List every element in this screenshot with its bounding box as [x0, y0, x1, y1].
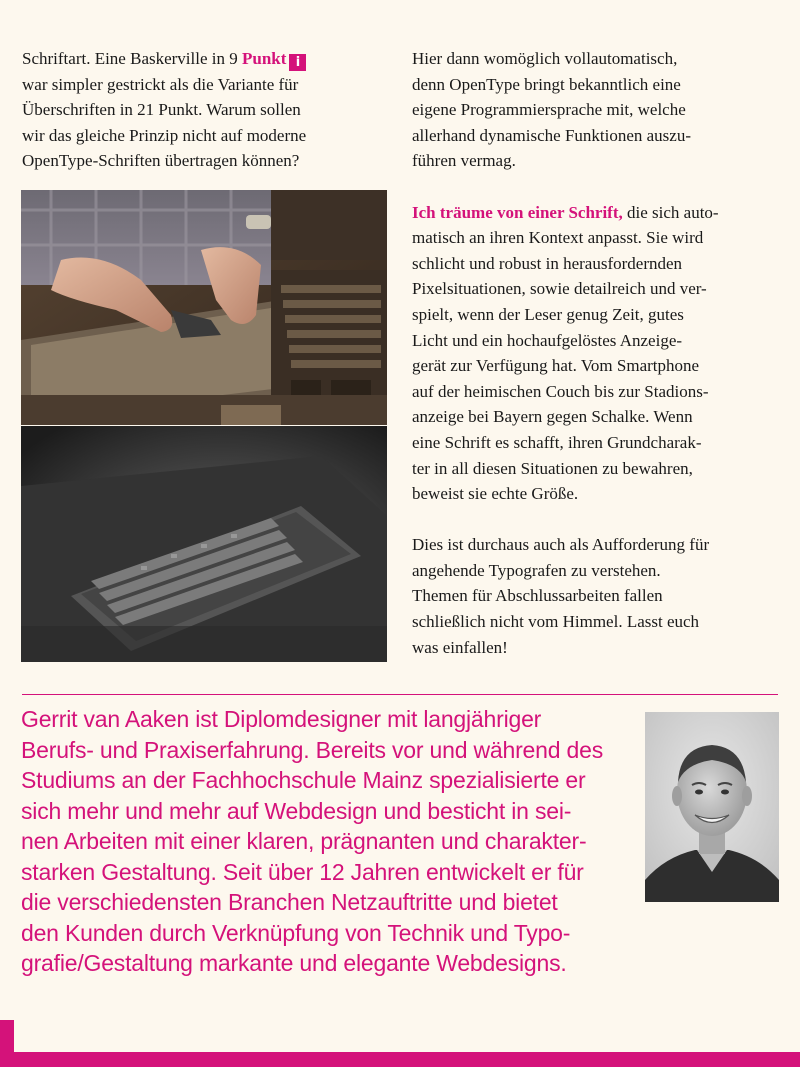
page-edge-marker	[0, 1020, 14, 1052]
text-line: Hier dann womöglich vollautomatisch,	[412, 49, 678, 68]
right-column-text	[412, 46, 784, 660]
text-line: wir das gleiche Prinzip nicht auf moderne	[22, 125, 307, 145]
text-line: Dies ist durchaus auch als Aufforderung für	[412, 535, 710, 555]
left-column-text	[22, 46, 390, 174]
letterpress-hands-image	[21, 190, 387, 425]
text-line: Pixelsituationen, sowie detailreich und ver-	[412, 279, 707, 299]
section-divider	[22, 694, 778, 695]
lead-phrase: Ich träume von einer Schrift,	[412, 202, 623, 222]
text-line: auf der heimischen Couch bis zur Stadions-	[412, 381, 709, 401]
text-line: Schriftart. Eine Baskerville in 9 Punkt i	[22, 46, 390, 72]
text-line: schließlich nicht vom Himmel. Lasst euch	[412, 612, 700, 632]
info-icon[interactable]: i	[289, 54, 306, 71]
bio-line: den Kunden durch Verknüpfung von Technik und Typo-	[21, 919, 571, 946]
text-line: führen vermag.	[412, 151, 516, 171]
text-line: eigene Programmiersprache mit, welche	[412, 100, 686, 120]
letterpress-hands-photo	[21, 190, 387, 425]
text-line: spielt, wenn der Leser genug Zeit, gutes	[412, 304, 684, 324]
text-line: Themen für Abschlussarbeiten fallen	[412, 586, 663, 606]
metal-type-image	[21, 426, 387, 662]
bio-line: Berufs- und Praxiserfahrung. Bereits vor und während des	[21, 736, 604, 763]
text-line: angehende Typografen zu verstehen.	[412, 560, 661, 580]
text-line: beweist sie echte Größe.	[412, 484, 579, 504]
bio-line: starken Gestaltung. Seit über 12 Jahren entwickelt er für	[21, 858, 584, 885]
author-portrait	[645, 712, 779, 902]
text-line: schlicht und robust in herausfordernden	[412, 253, 683, 273]
author-bio	[21, 704, 631, 979]
text-line: anzeige bei Bayern gegen Schalke. Wenn	[412, 407, 693, 427]
metal-type-photo	[21, 426, 387, 662]
footer-bar	[0, 1052, 800, 1067]
bio-line: Studiums an der Fachhochschule Mainz spezialisierte er	[21, 767, 586, 793]
text-line: war simpler gestrickt als die Variante für	[22, 74, 299, 94]
text-line: Ich träume von einer Schrift, die sich auto-	[412, 202, 719, 222]
bio-line: Gerrit van Aaken ist Diplomdesigner mit langjähriger	[21, 706, 542, 732]
highlight-word: Punkt	[242, 49, 287, 68]
text-line: matisch an ihren Kontext anpasst. Sie wird	[412, 228, 704, 248]
text-line: OpenType-Schriften übertragen können?	[22, 151, 300, 171]
bio-line: die verschiedensten Branchen Netzauftritte und bietet	[21, 889, 558, 915]
text-line: ter in all diesen Situationen zu bewahren,	[412, 458, 693, 478]
text-line: was einfallen!	[412, 637, 508, 657]
bio-line: nen Arbeiten mit einer klaren, prägnanten und charakter-	[21, 828, 587, 854]
bio-line: sich mehr und mehr auf Webdesign und besticht in sei-	[21, 797, 572, 824]
text-line: eine Schrift es schafft, ihren Grundcharak-	[412, 432, 702, 452]
text-line: denn OpenType bringt bekanntlich eine	[412, 74, 681, 94]
bio-line: grafie/Gestaltung markante und elegante Webdesigns.	[21, 950, 567, 976]
text-line: allerhand dynamische Funktionen auszu-	[412, 125, 692, 145]
text-line: Licht und ein hochaufgelöstes Anzeige-	[412, 330, 683, 350]
text-line: Überschriften in 21 Punkt. Warum sollen	[22, 100, 301, 120]
author-portrait-image	[645, 712, 779, 902]
text-line: gerät zur Verfügung hat. Vom Smartphone	[412, 356, 700, 376]
